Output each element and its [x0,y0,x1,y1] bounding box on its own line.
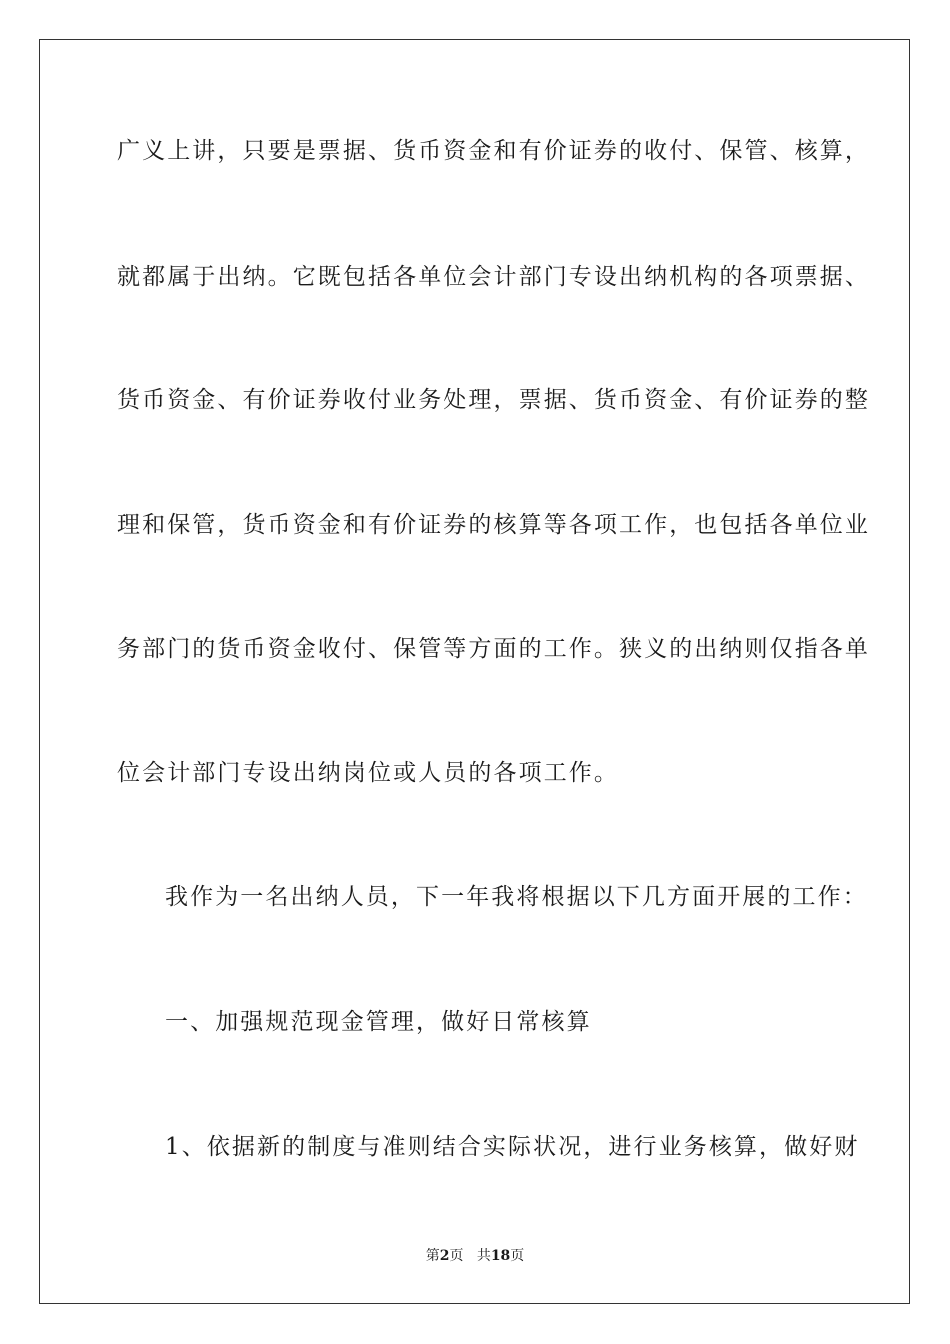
list-item-1: 1、依据新的制度与准则结合实际状况，进行业务核算，做好财 [165,1134,860,1160]
paragraph-line-5: 务部门的货币资金收付、保管等方面的工作。狭义的出纳则仅指各单 [117,636,870,662]
footer-total-pages: 18 [490,1248,511,1264]
paragraph-line-1: 广义上讲，只要是票据、货币资金和有价证券的收付、保管、核算， [117,138,870,164]
footer-page-suffix: 页 [449,1248,464,1264]
section-heading-1: 一、加强规范现金管理，做好日常核算 [165,1009,592,1035]
paragraph-line-4: 理和保管，货币资金和有价证券的核算等各项工作，也包括各单位业 [117,512,870,538]
page-border [39,39,910,1304]
footer-total-prefix: 共 [476,1248,491,1264]
footer-page-number: 2 [439,1248,450,1264]
paragraph-line-2: 就都属于出纳。它既包括各单位会计部门专设出纳机构的各项票据、 [117,264,870,290]
paragraph-line-3: 货币资金、有价证券收付业务处理，票据、货币资金、有价证券的整 [117,387,870,413]
paragraph-line-6: 位会计部门专设出纳岗位或人员的各项工作。 [117,760,619,786]
footer-total-suffix: 页 [510,1248,525,1264]
footer-page-prefix: 第 [425,1248,440,1264]
paragraph-intro: 我作为一名出纳人员，下一年我将根据以下几方面开展的工作： [165,884,868,910]
page-footer [0,1247,950,1265]
